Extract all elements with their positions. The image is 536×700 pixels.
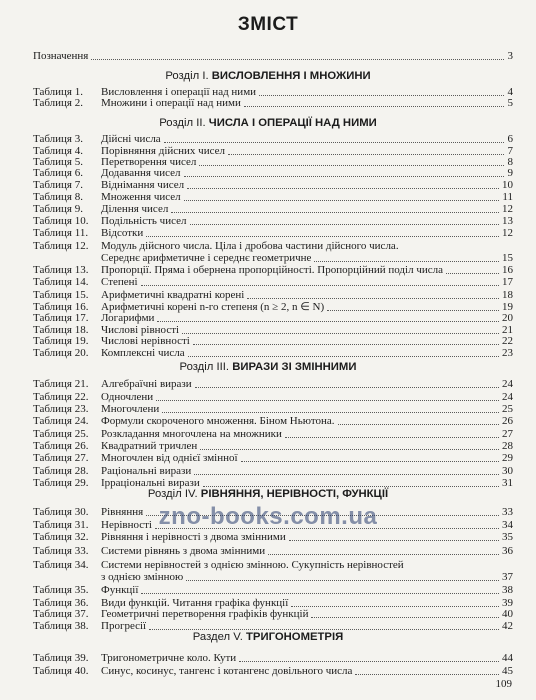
dot-leader (141, 285, 499, 286)
toc-entry-label: Таблиця 13. (33, 264, 89, 276)
dot-leader (247, 298, 499, 299)
toc-entry (33, 179, 513, 191)
toc-entry-label: Таблиця 12. (33, 240, 89, 252)
dot-leader (200, 449, 499, 450)
toc-entry-page: 45 (502, 665, 513, 677)
dot-leader (311, 617, 499, 618)
toc-entry-text: Множення чисел (101, 191, 181, 203)
toc-entry-page: 38 (502, 584, 513, 596)
toc-entry-page: 10 (502, 179, 513, 191)
toc-entry-text: Віднімання чисел (101, 179, 185, 191)
section-label: Розділ IV. (147, 488, 198, 500)
toc-entry (33, 545, 513, 557)
toc-entry-label: Таблиця 32. (33, 531, 89, 543)
toc-entry-page: 27 (502, 428, 513, 440)
toc-entry-page: 33 (502, 506, 513, 518)
toc-entry-text: Числові нерівності (101, 335, 190, 347)
dot-leader (289, 540, 499, 541)
page-title: ЗМІСТ (237, 14, 299, 35)
toc-entry (33, 584, 513, 596)
toc-entry-page: 20 (502, 312, 513, 324)
dot-leader (228, 154, 504, 155)
toc-entry-text: Порівняння дійсних чисел (101, 145, 225, 157)
toc-entry-label: Таблиця 23. (33, 403, 89, 415)
toc-entry (33, 452, 513, 464)
toc-entry-label: Таблиця 15. (33, 289, 89, 301)
toc-entry-page: 37 (502, 571, 513, 583)
toc-entry-page: 17 (502, 276, 513, 288)
toc-entry (33, 289, 513, 301)
toc-entry-page: 25 (502, 403, 513, 415)
toc-entry-text: Многочлени (101, 403, 160, 415)
toc-entry-label: Таблиця 36. (33, 597, 89, 609)
dot-leader (446, 273, 499, 274)
toc-entry-page: 34 (502, 519, 513, 531)
toc-entry-label: Таблиця 22. (33, 391, 89, 403)
toc-entry-label: Таблиця 16. (33, 301, 89, 313)
toc-entry-page: 31 (502, 477, 513, 489)
toc-entry (33, 428, 513, 440)
toc-entry-text: Дійсні числа (101, 133, 161, 145)
toc-entry-text: Арифметичні квадратні корені (101, 289, 245, 301)
dot-leader (184, 200, 499, 201)
page-number: 109 (495, 678, 512, 690)
dot-leader (187, 188, 499, 189)
dot-leader (327, 310, 499, 311)
toc-entry-text: Подільність чисел (101, 215, 187, 227)
dot-leader (156, 400, 499, 401)
toc-entry (33, 477, 513, 489)
toc-entry-page: 16 (502, 264, 513, 276)
toc-entry (33, 264, 513, 276)
dot-leader (314, 261, 499, 262)
toc-entry-text: Рівняння і нерівності з двома змінними (101, 531, 286, 543)
toc-entry (33, 227, 513, 239)
toc-entry-text: Синус, косинус, тангенс і котангенс довільного числа (101, 665, 353, 677)
toc-entry (33, 252, 513, 264)
dot-leader (149, 629, 499, 630)
toc-entry-text: Одночлени (101, 391, 154, 403)
dot-leader (157, 321, 499, 322)
toc-entry-label: Таблиця 14. (33, 276, 89, 288)
dot-leader (188, 356, 499, 357)
toc-entry-page: 40 (502, 608, 513, 620)
toc-entry-label: Таблиця 8. (33, 191, 83, 203)
toc-entry-text: Арифметичні корені n-го степеня (n ≥ 2, n ∈ N) (101, 301, 325, 313)
toc-entry-text: Розкладання многочлена на множники (101, 428, 282, 440)
toc-entry (33, 620, 513, 632)
toc-entry-label: Таблиця 11. (33, 227, 89, 239)
section-title: ЧИСЛА І ОПЕРАЦІЇ НАД НИМИ (208, 117, 377, 129)
toc-entry (33, 347, 513, 359)
toc-entry-page: 4 (507, 86, 513, 98)
toc-entry-label: Таблиця 25. (33, 428, 89, 440)
dot-leader (355, 674, 499, 675)
toc-entry-label: Таблиця 5. (33, 156, 83, 168)
toc-entry-label: Таблиця 35. (33, 584, 89, 596)
toc-entry-text: Множини і операції над ними (101, 97, 241, 109)
section-title: РІВНЯННЯ, НЕРІВНОСТІ, ФУНКЦІЇ (200, 488, 389, 500)
toc-entry (33, 559, 513, 571)
toc-entry-text: Пропорції. Пряма і обернена пропорційності. Пропорційний поділ числа (101, 264, 443, 276)
toc-entry-page: 9 (507, 167, 513, 179)
toc-entry-text: Раціональні вирази (101, 465, 192, 477)
toc-entry-page: 24 (502, 378, 513, 390)
toc-entry-page: 35 (502, 531, 513, 543)
toc-entry (33, 378, 513, 390)
toc-entry (33, 403, 513, 415)
toc-entry (33, 415, 513, 427)
toc-entry-text: Квадратний тричлен (101, 440, 198, 452)
toc-entry-page: 19 (502, 301, 513, 313)
toc-entry-page: 21 (502, 324, 513, 336)
toc-entry-label: Таблиця 33. (33, 545, 89, 557)
toc-entry-label: Таблиця 30. (33, 506, 89, 518)
toc-entry (33, 391, 513, 403)
toc-entry (33, 276, 513, 288)
toc-entry-text: Види функцій. Читання графіка функції (101, 597, 289, 609)
toc-entry-page: 11 (502, 191, 513, 203)
toc-entry-label: Таблиця 37. (33, 608, 89, 620)
dot-leader (241, 461, 499, 462)
section-title: ВИСЛОВЛЕННЯ І МНОЖИНИ (211, 70, 371, 82)
toc-entry (33, 215, 513, 227)
toc-entry-text: Геометричні перетворення графіків функцій (101, 608, 309, 620)
dot-leader (190, 224, 499, 225)
toc-entry-label: Таблиця 1. (33, 86, 83, 98)
toc-entry (33, 133, 513, 145)
toc-entry-label: Таблиця 4. (33, 145, 83, 157)
dot-leader (141, 593, 499, 594)
toc-entry-label: Таблиця 27. (33, 452, 89, 464)
toc-entry-page: 8 (507, 156, 513, 168)
toc-entry-text: Додавання чисел (101, 167, 181, 179)
toc-intro-entry (33, 50, 513, 62)
toc-entry-page: 23 (502, 347, 513, 359)
toc-entry-label: Таблиця 38. (33, 620, 89, 632)
section-heading (0, 488, 536, 500)
dot-leader (164, 142, 504, 143)
toc-entry (33, 97, 513, 109)
toc-entry-page: 12 (502, 203, 513, 215)
toc-entry-text: Рівняння (101, 506, 144, 518)
section-label: Розділ I. (165, 70, 209, 82)
toc-entry-page: 6 (507, 133, 513, 145)
dot-leader (171, 212, 499, 213)
toc-entry (33, 531, 513, 543)
toc-entry (33, 440, 513, 452)
section-heading (0, 70, 536, 82)
toc-entry-text: Степені (101, 276, 138, 288)
toc-entry-text: з однією змінною (101, 571, 184, 583)
toc-entry-label: Таблиця 2. (33, 97, 83, 109)
toc-entry (33, 312, 513, 324)
toc-entry-page: 5 (507, 97, 513, 109)
toc-entry-text: Числові рівності (101, 324, 180, 336)
toc-entry-text: Функції (101, 584, 139, 596)
toc-entry (33, 167, 513, 179)
dot-leader (291, 606, 499, 607)
section-label: Розділ III. (179, 361, 230, 373)
dot-leader (184, 176, 504, 177)
toc-entry-page: 22 (502, 335, 513, 347)
toc-entry-page: 15 (502, 252, 513, 264)
dot-leader (91, 59, 504, 60)
section-label: Раздел V. (192, 631, 243, 643)
toc-entry-label: Таблиця 39. (33, 652, 89, 664)
dot-leader (182, 333, 499, 334)
toc-entry (33, 335, 513, 347)
toc-entry-label: Таблиця 6. (33, 167, 83, 179)
toc-entry-label: Таблиця 9. (33, 203, 83, 215)
toc-entry-page: 44 (502, 652, 513, 664)
toc-entry (33, 608, 513, 620)
dot-leader (285, 437, 499, 438)
toc-entry-text: Многочлен від однієї змінної (101, 452, 238, 464)
toc-entry-text: Модуль дійсного числа. Ціла і дробова частини дійсного числа. (101, 240, 399, 252)
toc-entry-text: Ділення чисел (101, 203, 169, 215)
dot-leader (162, 412, 499, 413)
toc-entry-page: 12 (502, 227, 513, 239)
toc-entry-label: Таблиця 28. (33, 465, 89, 477)
toc-entry-label: Таблиця 31. (33, 519, 89, 531)
toc-entry-page: 39 (502, 597, 513, 609)
toc-entry-label: Таблиця 7. (33, 179, 83, 191)
toc-entry-label: Таблиця 20. (33, 347, 89, 359)
toc-entry-page: 13 (502, 215, 513, 227)
toc-entry-page: 36 (502, 545, 513, 557)
toc-entry-label: Таблиця 19. (33, 335, 89, 347)
toc-entry-text: Логарифми (101, 312, 155, 324)
toc-entry-page: 24 (502, 391, 513, 403)
toc-entry (33, 465, 513, 477)
toc-entry-text: Системи нерівностей з однією змінною. Сукупність нерівностей (101, 559, 404, 571)
toc-entry-text: Позначення (33, 50, 89, 62)
dot-leader (338, 424, 499, 425)
toc-entry-text: Нерівності (101, 519, 152, 531)
toc-entry-text: Алгебраїчні вирази (101, 378, 192, 390)
toc-entry-label: Таблиця 21. (33, 378, 89, 390)
toc-entry-label: Таблиця 26. (33, 440, 89, 452)
toc-entry-page: 28 (502, 440, 513, 452)
toc-entry-label: Таблиця 3. (33, 133, 83, 145)
toc-entry-page: 3 (507, 50, 513, 62)
toc-entry-label: Таблиця 10. (33, 215, 89, 227)
dot-leader (194, 474, 499, 475)
dot-leader (244, 106, 504, 107)
watermark: zno-books.com.ua (158, 503, 378, 530)
toc-entry-text: Системи рівнянь з двома змінними (101, 545, 266, 557)
dot-leader (203, 486, 499, 487)
dot-leader (146, 236, 499, 237)
section-title: ТРИГОНОМЕТРІЯ (246, 631, 344, 643)
toc-entry-label: Таблиця 34. (33, 559, 89, 571)
toc-entry-page: 18 (502, 289, 513, 301)
toc-entry-text: Формули скороченого множення. Біном Ньютона. (101, 415, 335, 427)
dot-leader (239, 661, 499, 662)
section-heading (0, 117, 536, 129)
toc-entry-page: 30 (502, 465, 513, 477)
toc-entry-label: Таблиця 40. (33, 665, 89, 677)
toc-entry-text: Ірраціональні вирази (101, 477, 200, 489)
toc-entry (33, 240, 513, 252)
toc-entry-text: Відсотки (101, 227, 144, 239)
toc-entry-page: 7 (507, 145, 513, 157)
toc-entry (33, 652, 513, 664)
toc-entry (33, 203, 513, 215)
toc-entry-text: Тригонометричне коло. Кути (101, 652, 237, 664)
toc-entry (33, 571, 513, 583)
toc-entry-text: Прогресії (101, 620, 147, 632)
dot-leader (195, 387, 499, 388)
dot-leader (259, 95, 504, 96)
section-heading (0, 361, 536, 373)
toc-entry-label: Таблиця 18. (33, 324, 89, 336)
toc-entry (33, 665, 513, 677)
section-heading (0, 631, 536, 643)
toc-entry-page: 26 (502, 415, 513, 427)
toc-entry-text: Висловлення і операції над ними (101, 86, 257, 98)
toc-entry (33, 191, 513, 203)
toc-entry-text: Перетворення чисел (101, 156, 197, 168)
toc-entry-page: 42 (502, 620, 513, 632)
section-label: Розділ II. (159, 117, 206, 129)
dot-leader (193, 344, 499, 345)
dot-leader (186, 580, 499, 581)
toc-entry-label: Таблиця 29. (33, 477, 89, 489)
dot-leader (268, 554, 499, 555)
toc-entry-label: Таблиця 17. (33, 312, 89, 324)
toc-entry-page: 29 (502, 452, 513, 464)
dot-leader (199, 165, 504, 166)
toc-entry-text: Середнє арифметичне і середнє геометричне (101, 252, 312, 264)
section-title: ВИРАЗИ ЗІ ЗМІННИМИ (232, 361, 357, 373)
toc-entry-text: Комплексні числа (101, 347, 185, 359)
toc-entry-label: Таблиця 24. (33, 415, 89, 427)
